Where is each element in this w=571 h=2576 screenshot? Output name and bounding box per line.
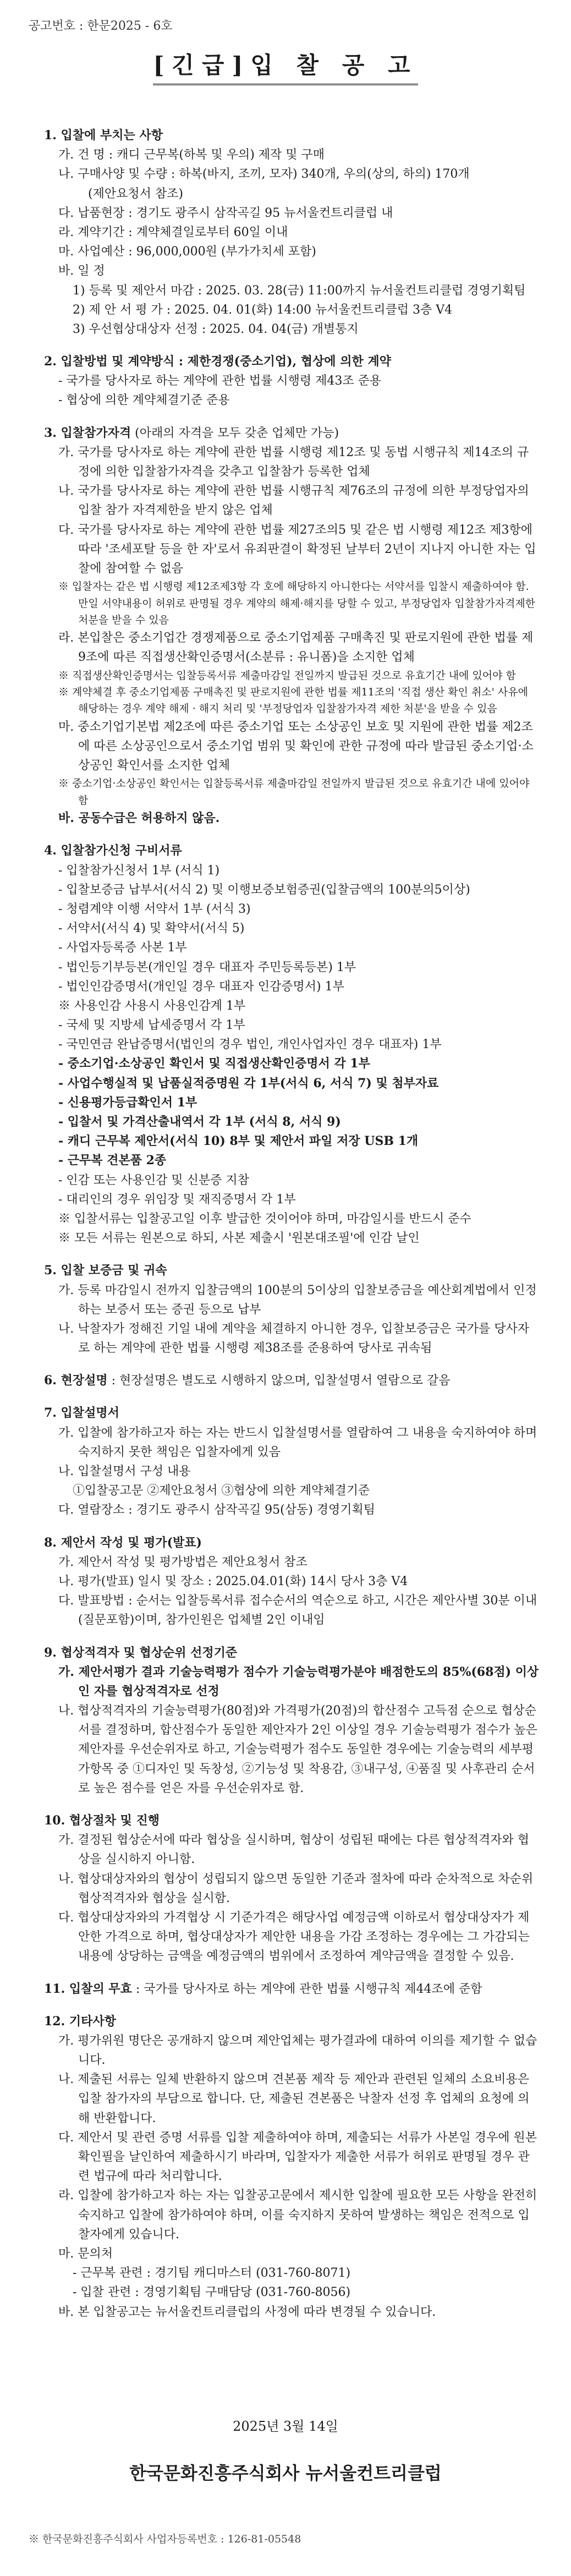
s4-doc-item: - 사업수행실적 및 납품실적증명원 각 1부(서식 6, 서식 7) 및 첨부자료: [58, 1076, 439, 1090]
s12-item-d: 라. 입찰에 참가하고자 하는 자는 입찰공고문에서 제시한 입찰에 필요한 모든 사항을 완전히 숙지하고 입찰에 참가하여야 하며, 이를 숙지하지 못하여 발생하는 책임은 전적으로 입찰자에게 있습니다.: [58, 2189, 537, 2241]
s3-item-e: 마. 중소기업기본법 제2조에 따른 중소기업 또는 소상공인 보호 및 지원에 관한 법률 제2조에 따른 소상공인으로서 중소기업 범위 및 확인에 관한 규정에 따라 발급된 중소기업·소상공인 확인서를 소지한 업체: [58, 720, 534, 773]
section-11-title: 11. 입찰의 무효: [44, 1981, 132, 1996]
s1-item-f2: 2) 제 안 서 평 가 : 2025. 04. 01(화) 14:00 뉴서울컨트리클럽 3층 V4: [73, 303, 453, 317]
s4-doc-note: ※ 입찰서류는 입찰공고일 이후 발급한 것이어야 하며, 마감일시를 반드시 준수: [58, 1212, 471, 1226]
title-wrap: [0, 47, 571, 85]
s3-item-b: 나. 국가를 당사자로 하는 계약에 관한 법률 시행규칙 제76조의 규정에 의한 부정당업자의 입찰 참가 자격제한을 받지 않은 업체: [58, 484, 529, 518]
s5-item-b: 나. 낙찰자가 정해진 기일 내에 계약을 체결하지 아니한 경우, 입찰보증금은 국가를 당사자로 하는 계약에 관한 법률 시행령 제38조를 준용하여 당사로 귀속됨: [58, 1322, 529, 1356]
s10-item-a: 가. 결정된 협상순서에 따라 협상을 실시하며, 협상이 성립된 때에는 다른 협상적격자와 협상을 실시하지 아니함.: [58, 1833, 529, 1867]
section-12-title: 12. 기타사항: [44, 2014, 116, 2029]
s3-item-c-note: ※ 입찰자는 같은 법 시행령 제12조제3항 각 호에 해당하지 아니한다는 서약서를 입찰시 제출하여야 함. 만일 서약내용이 허위로 판명될 경우 계약의 해제·해지를 당할 수 있고, 부정당업자 입찰참가자격제한처분을 받을 수 있음: [58, 580, 536, 626]
section-9: [44, 1643, 539, 1799]
s12-item-e: 마. 문의처: [58, 2246, 113, 2261]
s4-doc-note: ※ 모든 서류는 원본으로 하되, 사본 제출시 '원본대조필'에 인감 날인: [58, 1231, 420, 1246]
s9-item-a: 가. 제안서평가 결과 기술능력평가 점수가 기술능력평가분야 배점한도의 85%(68점) 이상인 자를 협상적격자로 선정: [58, 1664, 539, 1698]
section-6-heading: [44, 1371, 539, 1390]
section-8-title: 8. 제안서 작성 및 평가(발표): [44, 1535, 202, 1550]
s12-contact-bid: - 입찰 관련 : 경영기획팀 구매담당 (031-760-8056): [73, 2285, 351, 2300]
section-10-title: 10. 협상절차 및 진행: [44, 1813, 160, 1828]
s12-contact-uniform: - 근무복 관련 : 경기팀 캐디마스터 (031-760-8071): [73, 2266, 351, 2281]
s4-doc-item: - 입찰참가신청서 1부 (서식 1): [58, 863, 220, 878]
s7-item-b: 나. 입찰설명서 구성 내용: [58, 1465, 191, 1478]
section-12: [44, 2012, 539, 2322]
s4-doc-item: - 서약서(서식 4) 및 확약서(서식 5): [58, 922, 245, 936]
s4-doc-item: - 법인등기부등본(개인일 경우 대표자 주민등록등본) 1부: [58, 960, 356, 974]
s4-doc-item: - 입찰보증금 납부서(서식 2) 및 이행보증보험증권(입찰금액의 100분의5이상): [58, 883, 470, 897]
s4-doc-item: - 중소기업·소상공인 확인서 및 직접생산확인증명서 각 1부: [58, 1056, 370, 1071]
page-title: [긴급]입 찰 공 고: [153, 47, 418, 85]
section-3-title-note: (아래의 자격을 모두 갖춘 업체만 가능): [135, 426, 339, 440]
s4-doc-item: - 사업자등록증 사본 1부: [58, 941, 187, 955]
s1-item-f3: 3) 우선협상대상자 선정 : 2025. 04. 04(금) 개별통지: [73, 322, 359, 336]
section-4-title: 4. 입찰참가신청 구비서류: [44, 843, 182, 858]
s7-item-b1: ①입찰공고문 ②제안요청서 ③협상에 의한 계약체결기준: [73, 1484, 370, 1498]
section-8: [44, 1533, 539, 1630]
s12-item-c: 다. 제안서 및 관련 증명 서류를 입찰 제출하여야 하며, 제출되는 서류가 사본일 경우에 원본확인필을 날인하여 제출하시기 바라며, 입찰자가 제출한 서류가 허위로 판명될 경우 관련 법규에 따라 처리합니다.: [58, 2130, 537, 2184]
section-9-title: 9. 협상적격자 및 협상순위 선정기준: [44, 1645, 238, 1660]
s4-doc-item: - 국세 및 지방세 납세증명서 각 1부: [58, 1018, 245, 1033]
section-2-title: 2. 입찰방법 및 계약방식 : 제한경쟁(중소기업), 협상에 의한 계약: [44, 354, 391, 369]
section-7-title: 7. 입찰설명서: [44, 1406, 119, 1421]
section-1-title: 1. 입찰에 부치는 사항: [44, 128, 163, 142]
s1-item-e: 마. 사업예산 : 96,000,000원 (부가가치세 포함): [58, 245, 316, 259]
s1-item-f1: 1) 등록 및 제안서 마감 : 2025. 03. 28(금) 11:00까지 뉴서울컨트리클럽 경영기획팀: [73, 283, 526, 298]
section-11-text: : 국가를 당사자로 하는 계약에 관한 법률 시행규칙 제44조에 준함: [131, 1982, 482, 1996]
s4-doc-item: - 신용평가등급확인서 1부: [58, 1095, 197, 1110]
section-6-title: 6. 현장설명: [44, 1373, 108, 1388]
s10-item-b: 나. 협상대상자와의 협상이 성립되지 않으면 동일한 기준과 절차에 따라 순차적으로 차순위 협상적격자와 협상을 실시함.: [58, 1872, 534, 1905]
s12-item-b: 나. 제출된 서류는 일체 반환하지 않으며 견본품 제작 등 제안과 관련된 일체의 소요비용은 입찰 참가자의 부담으로 합니다. 단, 제출된 견본품은 낙찰자 선정 후 업체의 요청에 의해 반환합니다.: [58, 2073, 530, 2125]
s4-doc-item: - 입찰서 및 가격산출내역서 각 1부 (서식 8, 서식 9): [58, 1115, 341, 1129]
s4-doc-item: - 법인인감증명서(개인일 경우 대표자 인감증명서) 1부: [58, 979, 344, 994]
notice-date: 2025년 3월 14일: [233, 2419, 338, 2434]
s1-item-a: 가. 건 명 : 캐디 근무복(하복 및 우의) 제작 및 구매: [58, 148, 325, 162]
section-2: [44, 352, 539, 410]
s8-item-a: 가. 제안서 작성 및 평가방법은 제안요청서 참조: [58, 1555, 308, 1569]
s9-item-b: 나. 협상적격자의 기술능력평가(80점)와 가격평가(20점)의 합산점수 고득점 순으로 협상순서를 결정하며, 합산점수가 동일한 제안자가 2인 이상일 경우 기술능력평가 점수가 높은 제안자를 우선순위자로 하고, 기술능력평가 점수도 동일한 경우에는 기술능력의 세부평가항목 중 ①디자인 및 독창성, ②기능성 및 착용감, ③내구성, ④품질 및 사후관리 순서로 높은 점수를 얻은 자를 우선순위자로 함.: [58, 1704, 537, 1795]
s12-item-f: 바. 본 입찰공고는 뉴서울컨트리클럽의 사정에 따라 변경될 수 있습니다.: [58, 2305, 436, 2319]
business-registration-note: ※ 한국문화진흥주식회사 사업자등록번호 : 126-81-05548: [29, 2533, 301, 2545]
s4-doc-note: ※ 사용인감 사용시 사용인감계 1부: [58, 999, 246, 1013]
s8-item-c: 다. 발표방법 : 순서는 입찰등록서류 접수순서의 역순으로 하고, 시간은 제안사별 30분 이내(질문포함)이며, 참가인원은 업체별 2인 이내임: [58, 1594, 537, 1627]
section-7: [44, 1404, 539, 1520]
s7-item-a: 가. 입찰에 참가하고자 하는 자는 반드시 입찰설명서를 열람하여 그 내용을 숙지하여야 하며 숙지하지 못한 책임은 입찰자에게 있음: [58, 1426, 537, 1459]
s10-item-c: 다. 협상대상자와의 가격협상 시 기준가격은 해당사업 예정금액 이하로서 협상대상자가 제안한 가격으로 하며, 협상대상자가 제안한 내용을 가감 조정하는 경우에는 그 가감되는 내용에 상당하는 금액을 예정금액의 범위에서 조정하여 계약금액을 결정할 수 있음.: [58, 1910, 530, 1964]
s1-item-d: 라. 계약기간 : 계약체결일로부터 60일 이내: [58, 225, 288, 239]
section-6-text: : 현장설명은 별도로 시행하지 않으며, 입찰설명서 열람으로 갈음: [107, 1374, 451, 1388]
section-10: [44, 1811, 539, 1966]
organization-name: 한국문화진흥주식회사 뉴서울컨트리클럽: [129, 2463, 442, 2484]
section-5-title: 5. 입찰 보증금 및 귀속: [44, 1263, 167, 1278]
s4-doc-item: - 근무복 견본품 2종: [58, 1153, 167, 1168]
notice-body: [44, 113, 539, 2322]
s3-item-f: 바. 공동수급은 허용하지 않음.: [58, 811, 220, 826]
section-4: [44, 841, 539, 1248]
section-5: [44, 1261, 539, 1358]
s1-item-c: 다. 납품현장 : 경기도 광주시 삼작곡길 95 뉴서울컨트리클럽 내: [58, 206, 393, 220]
s3-item-a: 가. 국가를 당사자로 하는 계약에 관한 법률 시행령 제12조 및 동법 시행규칙 제14조의 규정에 의한 입찰참가자격을 갖추고 입찰참가 등록한 업체: [58, 445, 529, 479]
section-6: [44, 1371, 539, 1390]
notice-number: 공고번호 : 한문2025 - 6호: [29, 19, 173, 33]
section-11-heading: [44, 1980, 539, 1999]
s12-item-a: 가. 평가위원 명단은 공개하지 않으며 제안업체는 평가결과에 대하여 이의를 제기할 수 없습니다.: [58, 2034, 537, 2068]
s1-item-b: 나. 구매사양 및 수량 : 하복(바지, 조끼, 모자) 340개, 우의(상의, 하의) 170개: [58, 167, 470, 182]
section-3-title: 3. 입찰참가자격: [44, 425, 131, 440]
s7-item-c: 다. 열람장소 : 경기도 광주시 삼작곡길 95(삼동) 경영기획팀: [58, 1503, 376, 1517]
section-1: [44, 126, 539, 339]
s8-item-b: 나. 평가(발표) 일시 및 장소 : 2025.04.01(화) 14시 당사 3층 V4: [58, 1574, 408, 1588]
s4-doc-item: - 캐디 근무복 제안서(서식 10) 8부 및 제안서 파일 저장 USB 1개: [58, 1134, 419, 1149]
s4-doc-item: - 인감 또는 사용인감 및 신분증 지참: [58, 1173, 249, 1187]
section-3-heading: [44, 424, 539, 443]
s2-item-a: - 국가를 당사자로 하는 계약에 관한 법률 시행령 제43조 준용: [58, 374, 382, 388]
section-3: [44, 424, 539, 829]
s3-item-d-note2: ※ 계약체결 후 중소기업제품 구매촉진 및 판로지원에 관한 법률 제11조의 '직접 생산 확인 취소' 사유에 해당하는 경우 계약 해제 · 해지 처리 및 '부정당업자 입찰참가자격 제한 처분'을 받을 수 있음: [58, 686, 528, 715]
s5-item-a: 가. 등록 마감일시 전까지 입찰금액의 100분의 5이상의 입찰보증금을 예산회계법에서 인정하는 보증서 또는 증권 등으로 납부: [58, 1283, 537, 1317]
s4-doc-item: - 국민연금 완납증명서(법인의 경우 법인, 개인사업자인 경우 대표자) 1부: [58, 1038, 442, 1052]
s3-item-e-note: ※ 중소기업·소상공인 확인서는 입찰등록서류 제출마감일 전일까지 발급된 것으로 유효기간 내에 있어야 함: [58, 777, 530, 807]
s1-item-b-note: (제안요청서 참조): [88, 187, 183, 201]
s4-doc-item: - 대리인의 경우 위임장 및 재직증명서 각 1부: [58, 1192, 296, 1207]
s3-item-c: 다. 국가를 당사자로 하는 계약에 관한 법률 제27조의5 및 같은 법 시행령 제12조 제3항에 따라 '조세포탈 등을 한 자'로서 유죄판결이 확정된 날부터 2년이 지나지 아니한 자는 입찰에 참여할 수 없음: [58, 523, 536, 576]
section-11: [44, 1980, 539, 1999]
s2-item-b: - 협상에 의한 계약체결기준 준용: [58, 393, 230, 408]
s1-item-f: 바. 일 정: [58, 264, 105, 278]
s3-item-d-note1: ※ 직접생산확인증명서는 입찰등록서류 제출마감일 전일까지 발급된 것으로 유효기간 내에 있어야 함: [58, 669, 516, 682]
s4-doc-item: - 청렴계약 이행 서약서 1부 (서식 3): [58, 902, 251, 916]
s3-item-d: 라. 본입찰은 중소기업간 경쟁제품으로 중소기업제품 구매촉진 및 판로지원에 관한 법률 제9조에 따른 직접생산확인증명서(소분류 : 유니폼)을 소지한 업체: [58, 631, 534, 665]
